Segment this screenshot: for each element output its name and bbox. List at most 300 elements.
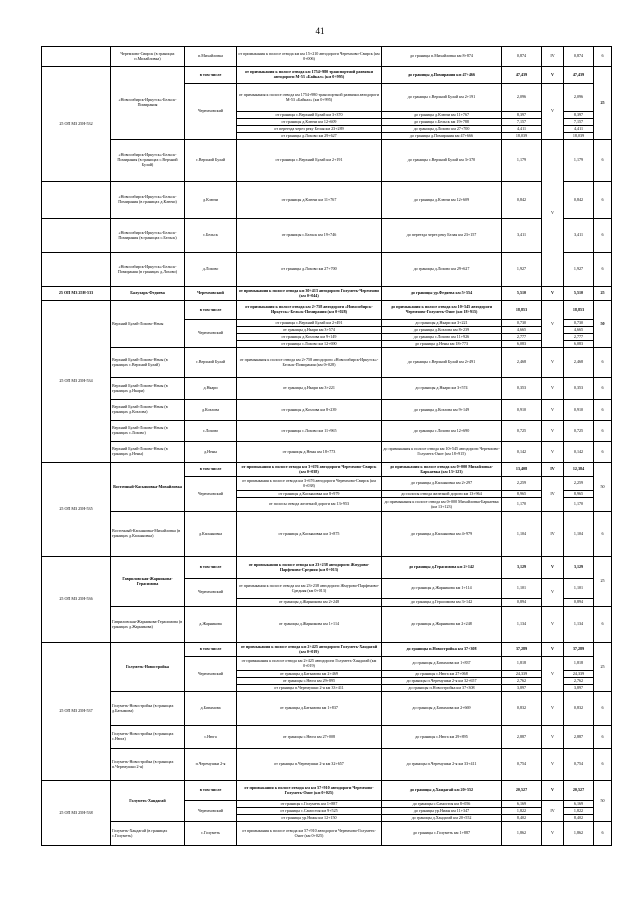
section-start: от примыкания к полосе отвода км 1754+980 транспортной развязки автодороги М-53 «Байкал» (км 0+995) [237,84,382,112]
road-name: Черемхово-Свирск (в границах п.Михайловка) [111,47,185,67]
road-name: «Новосибирск-Иркутск»-Бельск-Помирания (в границах с.Верхний Булай) [111,140,185,182]
length-category: 0,894 [564,599,594,607]
locality: в том числе [185,557,237,579]
locality: в том числе [185,781,237,801]
locality: д.Ключи [185,182,237,219]
category: V [542,657,564,692]
section-start: от границы с.Самостоя км 9+525 [237,808,382,815]
length-km: 6,169 [502,801,542,808]
length-km: 0,725 [502,421,542,442]
section-end: до границы д.Герасимова км 2+142 [382,557,502,579]
section-end: до полосы отвода железной дороги км 13+964 [382,491,502,498]
length-km: 1,104 [502,512,542,557]
section-end: до границы с.Голуметь км 1+887 [382,822,502,846]
section-start: от границы с.Верхний Булай км 2+491 [237,320,382,327]
section-end: до границы с.Верхний Булай км 2+191 [382,84,502,112]
category: V [542,749,564,781]
section-start: от границы с.Нюга км 27+008 [237,726,382,749]
road-name: Верхний Булай-Лохово-Нены (в границах с.Верхний Булай) [111,348,185,378]
length-km: 3,129 [502,557,542,579]
section-end: до границы д.Лохово км 27+700 [382,126,502,133]
length-km: 2,777 [502,334,542,341]
category: V [542,442,564,463]
category: IV [542,801,564,822]
table-row [42,822,612,846]
length-category: 0,142 [564,442,594,463]
length-category: 3,411 [564,219,594,253]
length-km: 1,170 [502,498,542,512]
length-category: 18,039 [564,133,594,140]
length-category: 18,853 [564,301,594,320]
table-row [42,348,612,378]
length-category: 20,527 [564,781,594,801]
section-end: до границы с.Верхний Булай км 3+370 [382,140,502,182]
right-of-way: 6 [594,219,612,253]
locality: п.Черемушки 2-я [185,749,237,781]
locality: с.Верхний Булай [185,140,237,182]
table-row [42,781,612,801]
section-end: до границы д.Касьяновка км 2+297 [382,477,502,491]
length-km: 18,853 [502,301,542,320]
road-name: Голуметь-Новостройка (в границах с.Нюга) [111,726,185,749]
locality: д.Касьяновка [185,512,237,557]
table-row [42,557,612,579]
right-of-way: 6 [594,512,612,557]
length-km: 4,411 [502,126,542,133]
section-end: до границы д.Нкари км 3+221 [382,320,502,327]
locality: в том числе [185,463,237,477]
locality: в том числе [185,67,237,84]
locality: с.Верхний Булай [185,348,237,378]
length-km: 8,965 [502,491,542,498]
length-km: 2,096 [502,84,542,112]
section-start: от границы д.Козлова км 8+239 [237,400,382,421]
section-start: от примыкания к полосе отвода км км 23+238 автодороги Жмурово-Парфеново-Средняя (км 0+013) [237,579,382,599]
length-km: 8,402 [502,815,542,822]
page-number: 41 [315,26,325,36]
section-end: до переезда через реку Белая км 23+157 [382,219,502,253]
length-category: 24,339 [564,671,594,678]
section-start: от границы с.Верхний Булай км 3+370 [237,112,382,119]
section-start: от примыкания к полосе отвода км км 15+210 автодороги Черемхово-Свирск (км 0+006) [237,47,382,67]
category: V [542,140,564,287]
length-category: 8,397 [564,112,594,119]
section-start: от границы д.Батымова км 1+837 [237,692,382,726]
section-end: до примыкания к полосе отвода км 10+545 автодороги Черемхово-Голуметь-Онот (км 18+915) [382,442,502,463]
length-km: 1,101 [502,579,542,599]
road-id [42,253,111,287]
section-end: до границы д.Жарникова км 2+248 [382,607,502,643]
section-end: до границы д.Хандагай км 20+552 [382,815,502,822]
locality: в том числе [185,643,237,657]
category: V [542,400,564,421]
road-name: Гавриловская-Жарникова-Герасимова [111,557,185,607]
section-end: до границы с.Нюга км 29+895 [382,726,502,749]
section-end: до границы ур.Федяева км 5+554 [382,287,502,301]
right-of-way: 6 [594,47,612,67]
section-start: от примыкания к полосе отвода км 2+425 автодороги Голуметь-Хандагай (км 0+019) [237,643,382,657]
right-of-way: 25 [594,287,612,301]
section-end: до границы д.Касьяновка км 4+979 [382,512,502,557]
length-km: 0,142 [502,442,542,463]
category: V [542,84,564,140]
section-end: до примыкания к полосе отвода км 0+000 Михайловка-Баркаевка (км 13+123) [382,498,502,512]
section-start: от границы д.Жарникова км 1+114 [237,607,382,643]
section-start: от границы ур.Нижн км 12+150 [237,815,382,822]
section-start: от границы с.Нюга км 29+895 [237,678,382,685]
section-end: до границы с.Верхний Булай км 2+491 [382,348,502,378]
length-km: 0,730 [502,320,542,327]
table-row [42,442,612,463]
section-start: от границы с.Лохово км 11+965 [237,421,382,442]
section-end: до границы д.Батымова км 1+837 [382,657,502,671]
section-start: от полосы отвода железной дороги км 13+953 [237,498,382,512]
length-category: 0,725 [564,421,594,442]
length-km: 4,665 [502,327,542,334]
length-category: 3,897 [564,685,594,692]
length-km: 1,134 [502,607,542,643]
category: V [542,726,564,749]
length-category: 0,353 [564,378,594,400]
section-end: до границы п.Новостройка км 37+308 [382,685,502,692]
right-of-way: 6 [594,822,612,846]
road-name: Голуметь-Хандагай (в границах с.Голуметь) [111,822,185,846]
locality: с.Бельск [185,219,237,253]
length-category: 1,134 [564,607,594,643]
locality: д.Лохово [185,253,237,287]
road-name: Голуметь-Хандагай [111,781,185,822]
length-category: 0,730 [564,320,594,327]
length-category: 8,965 [564,491,594,498]
road-name: Верхний Булай-Лохово-Нены (в границах д.Нены) [111,442,185,463]
section-end: до границы с.Нюга км 27+068 [382,671,502,678]
section-end: до границы п.Черемушки 2-я км 33+411 [382,749,502,781]
section-end: до границы п.Черемушки 2-я км 32+657 [382,678,502,685]
category: IV [542,512,564,557]
locality: д.Нкари [185,378,237,400]
length-category: 0,874 [564,47,594,67]
road-id: 25 ОП МЗ 25Н-536 [42,557,111,643]
table-row [42,47,612,67]
section-end: до границы п.Михайловка км 8+874 [382,47,502,67]
category: IV [542,463,564,477]
length-category: 7,157 [564,119,594,126]
section-start: от границы с.Голуметь км 1+887 [237,801,382,808]
locality: с.Нюга [185,726,237,749]
road-name: Верхний Булай-Лохово-Нены (в границах с.Лохово) [111,421,185,442]
section-start: от границы с.Лохово км 12+690 [237,341,382,348]
section-end: до границы с.Самостоя км 8+056 [382,801,502,808]
section-start: от переезда через реку Белая км 23+289 [237,126,382,133]
table-row [42,219,612,253]
right-of-way: 6 [594,253,612,287]
section-end: до границы с.Лохово км 11+926 [382,334,502,341]
right-of-way: 6 [594,726,612,749]
length-category: 3,129 [564,557,594,579]
locality: д.Нены [185,442,237,463]
locality: д.Козлова [185,400,237,421]
roads-register-table [41,46,612,846]
locality: д.Жарникова [185,607,237,643]
section-start: от границы д.Нены км 18+773 [237,442,382,463]
section-end: до границы ур.Нижн км 11+347 [382,808,502,815]
road-id: 25 ОП МЗ 25Н-532 [42,67,111,182]
category: V [542,822,564,846]
table-row [42,726,612,749]
road-id [42,219,111,253]
table-row [42,463,612,477]
section-end: до границы д.Нены км 18+773 [382,341,502,348]
length-km: 1,822 [502,808,542,815]
table-row [42,253,612,287]
length-km: 1,179 [502,140,542,182]
length-category: 1,101 [564,579,594,599]
length-km: 7,157 [502,119,542,126]
locality: с.Лохово [185,421,237,442]
road-name: Балухарь-Федяева [111,287,185,301]
section-end: до границы д.Лохово км 29+627 [382,253,502,287]
section-start: от границы д.Жарникова км 2+248 [237,599,382,607]
table-row [42,749,612,781]
locality: Черемховский [185,579,237,607]
road-name: Верхний Булай-Лохово-Нены (в границах д.Козлова) [111,400,185,421]
category: V [542,607,564,643]
length-km: 0,832 [502,692,542,726]
section-end: до границы д.Хандагай км 20+552 [382,781,502,801]
category: V [542,378,564,400]
length-category: 2,468 [564,348,594,378]
section-start: от примыкания к полосе отвода км 57+910 автодороги Черемхово-Голуметь-Онот (км 0+025) [237,822,382,846]
right-of-way: 6 [594,140,612,182]
locality: с.Голуметь [185,822,237,846]
right-of-way: 25 [594,643,612,692]
section-start: от границы д.Ключи км 11+767 [237,182,382,219]
table-row [42,421,612,442]
section-start: от примыкания к полосе отвода км 1754+980 транспортной развязки автодороги М-53 «Байкал» (км 0+995) [237,67,382,84]
length-km: 6,083 [502,341,542,348]
section-end: до границы д.Батымова км 2+669 [382,692,502,726]
table-row [42,692,612,726]
road-name: Гавриловская-Жарникова-Герасимова (в границах д.Жарникова) [111,607,185,643]
section-start: от примыкания к полосе отвода км 23+238 автодороги Жмурово-Парфеново-Средняя (км 0+013) [237,557,382,579]
road-name: Восточный-Касьяновка-Михайловка [111,463,185,512]
locality: Черемховский [185,84,237,140]
length-km: 37,289 [502,643,542,657]
length-category: 47,439 [564,67,594,84]
category: V [542,348,564,378]
road-name: «Новосибирск-Иркутск»-Бельск-Помирания [111,67,185,140]
category: V [542,287,564,301]
length-category: 6,169 [564,801,594,808]
section-start: от примыкания к полосе отвода км 2+758 автодороги «Новосибирск-Иркутск»-Бельск-Помирания (км 0+028) [237,348,382,378]
table-row [42,140,612,182]
length-category: 4,665 [564,327,594,334]
length-category: 1,179 [564,140,594,182]
locality: Черемховский [185,320,237,348]
section-end: до границы д.Помирания км 47+666 [382,133,502,140]
category: V [542,781,564,801]
length-km: 3,411 [502,219,542,253]
right-of-way: 6 [594,421,612,442]
section-start: от примыкания к полосе отвода км км 57+910 автодороги Черемхово-Голуметь-Онот (км 0+025) [237,781,382,801]
right-of-way: 50 [594,463,612,512]
section-start: от границы с.Бельск км 19+746 [237,219,382,253]
section-end: до границы д.Жарникова км 1+114 [382,579,502,599]
category: V [542,67,564,84]
locality: Черемховский [185,287,237,301]
road-id [42,182,111,219]
length-km: 0,754 [502,749,542,781]
length-category: 0,842 [564,182,594,219]
road-name: Голуметь-Новостройка [111,643,185,692]
section-start: от границы д.Нкари км 3+221 [237,378,382,400]
table-row [42,301,612,320]
road-id: 25 ОП МЗ 25Н-533 [42,287,111,301]
right-of-way: 6 [594,400,612,421]
section-end: до границы д.Ключи км 11+767 [382,112,502,119]
length-category: 0,910 [564,400,594,421]
road-name: Голуметь-Новостройка (в границах д.Батымова) [111,692,185,726]
right-of-way: 50 [594,301,612,348]
road-id: 25 ОП МЗ 25Н-535 [42,463,111,557]
length-category: 8,402 [564,815,594,822]
section-end: до примыкания к полосе отвода км 10+545 автодороги Черемхово-Голуметь-Онот (км 18+915) [382,301,502,320]
category: V [542,421,564,442]
section-start: от границы п.Черемушки 2-я км 32+657 [237,749,382,781]
length-category: 6,083 [564,341,594,348]
length-km: 0,842 [502,182,542,219]
section-end: до границы с.Бельск км 19+788 [382,119,502,126]
section-end: до границы д.Нкари км 3+574 [382,378,502,400]
length-km: 2,887 [502,726,542,749]
section-start: от границы д.Ключи км 12+609 [237,119,382,126]
road-id [42,47,111,67]
section-start: от границы д.Лохово км 27+700 [237,253,382,287]
category: V [542,557,564,579]
category: V [542,301,564,348]
section-start: от границы д.Батымова км 2+469 [237,671,382,678]
table-row [42,378,612,400]
length-km: 0,910 [502,400,542,421]
locality: Черемховский [185,657,237,692]
length-km: 2,468 [502,348,542,378]
table-row [42,512,612,557]
length-category: 2,096 [564,84,594,112]
length-km: 8,397 [502,112,542,119]
category: IV [542,477,564,512]
section-end: до границы д.Ключи км 12+609 [382,182,502,219]
road-name: «Новосибирск-Иркутск»-Бельск-Помирания (в границах д.Ключи) [111,182,185,219]
length-category: 2,777 [564,334,594,341]
length-km: 47,439 [502,67,542,84]
length-km: 0,894 [502,599,542,607]
table-row [42,643,612,657]
section-start: от границы д.Нкари км 3+574 [237,327,382,334]
table-row [42,287,612,301]
section-end: до границы д.Помирания км 47+466 [382,67,502,84]
locality: п.Михайловка [185,47,237,67]
length-category: 5,510 [564,287,594,301]
road-id: 25 ОП МЗ 25Н-538 [42,781,111,846]
road-id: 25 ОП МЗ 25Н-534 [42,301,111,463]
length-km: 1,818 [502,657,542,671]
section-end: до границы п.Новостройка км 37+308 [382,643,502,657]
right-of-way: 50 [594,781,612,822]
section-start: от примыкания к полосе отвода км 2+758 автодороги «Новосибирск-Иркутск»-Бельск-Помирания (км 0+028) [237,301,382,320]
locality: д.Батымова [185,692,237,726]
right-of-way: 6 [594,378,612,400]
length-category: 37,289 [564,643,594,657]
road-name: «Новосибирск-Иркутск»-Бельск-Помирания (в границах с.Бельск) [111,219,185,253]
length-km: 0,874 [502,47,542,67]
section-end: до примыкания к полосе отвода км 0+000 Михайловка-Баркаевка (км 13+123) [382,463,502,477]
length-km: 2,259 [502,477,542,491]
right-of-way: 6 [594,442,612,463]
length-category: 0,754 [564,749,594,781]
section-start: от границы д.Козлова км 9+149 [237,334,382,341]
length-km: 0,353 [502,378,542,400]
length-category: 1,822 [564,808,594,815]
section-start: от границы с.Верхний Булай км 2+191 [237,140,382,182]
right-of-way: 6 [594,182,612,219]
table-row [42,182,612,219]
table-row [42,400,612,421]
section-start: от границы п.Черемушки 2-я км 33+411 [237,685,382,692]
locality: Черемховский [185,801,237,822]
locality: Черемховский [185,477,237,512]
right-of-way: 6 [594,749,612,781]
length-km: 20,527 [502,781,542,801]
road-name: Верхний Булай-Лохово-Нены (в границах д.Нкари) [111,378,185,400]
section-end: до границы д.Герасимова км 3+142 [382,599,502,607]
length-category: 1,170 [564,498,594,512]
length-km: 18,039 [502,133,542,140]
category: V [542,692,564,726]
road-name: Голуметь-Новостройка (в границах п.Черемушки 2-я) [111,749,185,781]
road-name: Верхний Булай-Лохово-Нены [111,301,185,348]
length-km: 1,927 [502,253,542,287]
length-km: 3,897 [502,685,542,692]
category: IV [542,47,564,67]
section-start: от границы д.Касьяновка км 3+875 [237,512,382,557]
length-km: 24,339 [502,671,542,678]
length-km: 1,862 [502,822,542,846]
length-category: 2,887 [564,726,594,749]
road-name: «Новосибирск-Иркутск»-Бельск-Помирания (в границах д.Лохово) [111,253,185,287]
length-category: 1,104 [564,512,594,557]
category: V [542,643,564,657]
road-name: Восточный-Касьяновка-Михайловка (в границах д.Касьяновка) [111,512,185,557]
right-of-way: 25 [594,557,612,607]
section-end: до границы д.Козлова км 8+239 [382,327,502,334]
right-of-way: 6 [594,348,612,378]
length-category: 1,862 [564,822,594,846]
length-km: 5,510 [502,287,542,301]
table-row [42,607,612,643]
section-end: до границы с.Лохово км 12+690 [382,421,502,442]
locality: в том числе [185,301,237,320]
right-of-way: 6 [594,607,612,643]
category: V [542,579,564,607]
section-end: до границы д.Козлова км 9+149 [382,400,502,421]
length-km: 13,408 [502,463,542,477]
length-category: 1,818 [564,657,594,671]
section-start: от примыкания к полосе отвода км 3+676 автодороги Черемхово-Свирск (км 0+038) [237,463,382,477]
length-category: 4,411 [564,126,594,133]
right-of-way: 6 [594,692,612,726]
length-category: 2,259 [564,477,594,491]
section-start: от примыкания к полосе отвода км 3+676 автодороги Черемхово-Свирск (км 0+038) [237,477,382,491]
